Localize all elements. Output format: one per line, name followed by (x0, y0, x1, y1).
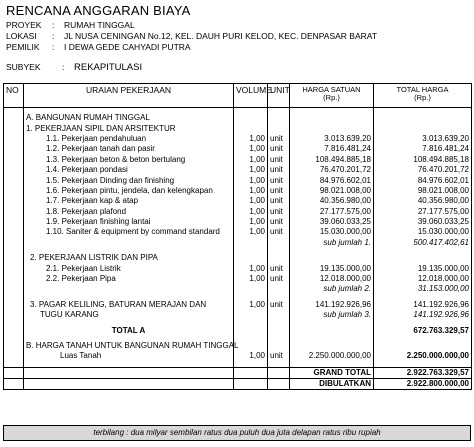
subyek-line: SUBYEK : REKAPITULASI (6, 62, 143, 73)
item-volume: 1,00 (234, 217, 268, 227)
item-unit: unit (268, 165, 290, 175)
item-volume: 1,00 (234, 207, 268, 217)
item-volume: 1,00 (234, 351, 268, 361)
item-unit: unit (268, 175, 290, 185)
subtotal-label: sub jumlah 2. (290, 284, 374, 294)
item-harga-satuan: 15.030.000,00 (290, 227, 374, 237)
meta-value: JL NUSA CENINGAN No.12, KEL. DAUH PURI KELOD, KEC. DENPASAR BARAT (64, 31, 378, 41)
item-total-harga: 12.018.000,00 (374, 274, 472, 284)
item-unit: unit (268, 263, 290, 273)
section-2-label: 2. PEKERJAAN LISTRIK DAN PIPA (24, 253, 234, 263)
subtotal-value: 500.417.402,61 (374, 238, 472, 248)
meta-pemilik: PEMILIK : I DEWA GEDE CAHYADI PUTRA (6, 42, 191, 52)
item-volume: 1,00 (234, 274, 268, 284)
terbilang-box: terbilang : dua milyar sembilan ratus dua puluh dua juta delapan ratus ribu rupiah (3, 425, 471, 441)
item-label: 1.7. Pekerjaan kap & atap (24, 196, 234, 206)
budget-table (3, 83, 472, 390)
table-row (4, 165, 472, 175)
item-total-harga: 19.135.000,00 (374, 263, 472, 273)
meta-key: PROYEK (6, 20, 42, 30)
item-total-harga: 76.470.201,72 (374, 165, 472, 175)
meta-lokasi: LOKASI : JL NUSA CENINGAN No.12, KEL. DAUH PURI KELOD, KEC. DENPASAR BARAT (6, 31, 378, 41)
item-harga-satuan: 141.192.926,96 (290, 300, 374, 310)
item-total-harga: 40.356.980,00 (374, 196, 472, 206)
item-unit: unit (268, 300, 290, 310)
item-total-harga: 15.030.000,00 (374, 227, 472, 237)
table-row (4, 175, 472, 185)
subtotal-label: sub jumlah 1. (290, 238, 374, 248)
subtotal-value: 141.192.926,96 (374, 310, 472, 320)
item-volume: 1,00 (234, 155, 268, 165)
section-3-label-line2: TUGU KARANG (24, 310, 234, 320)
document-title: RENCANA ANGGARAN BIAYA (6, 3, 191, 18)
table-row (4, 253, 472, 263)
dibulatkan-label: DIBULATKAN (290, 378, 374, 389)
item-label: 1.4. Pekerjaan pondasi (24, 165, 234, 175)
item-label: 1.8. Pekerjaan plafond (24, 207, 234, 217)
total-a-row (4, 325, 472, 335)
item-harga-satuan: 19.135.000,00 (290, 263, 374, 273)
item-volume: 1,00 (234, 227, 268, 237)
header-volume: VOLUME (234, 84, 268, 108)
table-row (4, 274, 472, 284)
table-row (4, 263, 472, 273)
item-harga-satuan: 98.021.008,00 (290, 186, 374, 196)
header-total-harga: TOTAL HARGA (Rp.) (374, 84, 472, 108)
subtotal-row (4, 284, 472, 294)
meta-proyek: PROYEK : RUMAH TINGGAL (6, 20, 135, 30)
item-volume: 1,00 (234, 144, 268, 154)
item-label: 1.1. Pekerjaan pendahuluan (24, 134, 234, 144)
luas-tanah-label: Luas Tanah (24, 351, 234, 361)
item-volume: 1,00 (234, 300, 268, 310)
item-volume: 1,00 (234, 175, 268, 185)
item-harga-satuan: 2.250.000.000,00 (290, 351, 374, 361)
item-label: 1.10. Saniter & equipment by command standard (24, 227, 234, 237)
table-row (4, 196, 472, 206)
dibulatkan-value: 2.922.800.000,00 (374, 378, 472, 389)
meta-value: RUMAH TINGGAL (64, 20, 135, 30)
item-volume: 1,00 (234, 134, 268, 144)
grand-total-label: GRAND TOTAL (290, 367, 374, 378)
table-row (4, 207, 472, 217)
table-row (4, 144, 472, 154)
table-row (4, 351, 472, 361)
table-row (4, 310, 472, 320)
total-a-label: TOTAL A (24, 325, 234, 335)
item-volume: 1,00 (234, 165, 268, 175)
item-volume: 1,00 (234, 263, 268, 273)
section-3-label-line1: 3. PAGAR KELILING, BATURAN MERAJAN DAN (24, 300, 234, 310)
section-b-label: B. HARGA TANAH UNTUK BANGUNAN RUMAH TINGGAL (24, 341, 234, 351)
item-total-harga: 39.060.033,25 (374, 217, 472, 227)
dibulatkan-row (4, 378, 472, 389)
table-row (4, 123, 472, 133)
header-no: NO (4, 84, 24, 108)
subtotal-label: sub jumlah 3. (290, 310, 374, 320)
section-1-label: 1. PEKERJAAN SIPIL DAN ARSITEKTUR (24, 123, 234, 133)
item-unit: unit (268, 186, 290, 196)
grand-total-value: 2.922.763.329,57 (374, 367, 472, 378)
item-total-harga: 2.250.000.000,00 (374, 351, 472, 361)
item-unit: unit (268, 351, 290, 361)
item-total-harga: 27.177.575,00 (374, 207, 472, 217)
table-row (4, 217, 472, 227)
item-label: 1.3. Pekerjaan beton & beton bertulang (24, 155, 234, 165)
item-volume: 1,00 (234, 196, 268, 206)
item-label: 1.2. Pekerjaan tanah dan pasir (24, 144, 234, 154)
item-unit: unit (268, 155, 290, 165)
subyek-key: SUBYEK (6, 62, 41, 72)
item-harga-satuan: 40.356.980,00 (290, 196, 374, 206)
item-unit: unit (268, 196, 290, 206)
table-row (4, 134, 472, 144)
table-row (4, 227, 472, 237)
item-unit: unit (268, 227, 290, 237)
item-total-harga: 3.013.639,20 (374, 134, 472, 144)
item-label: 2.2. Pekerjaan Pipa (24, 274, 234, 284)
table-row (4, 113, 472, 123)
header-unit: UNIT (268, 84, 290, 108)
item-unit: unit (268, 144, 290, 154)
item-unit: unit (268, 274, 290, 284)
item-label: 1.5. Pekerjaan Dinding dan finishing (24, 175, 234, 185)
subyek-value: REKAPITULASI (74, 62, 143, 73)
item-unit: unit (268, 207, 290, 217)
item-harga-satuan: 7.816.481,24 (290, 144, 374, 154)
item-unit: unit (268, 134, 290, 144)
header-uraian: URAIAN PEKERJAAN (24, 84, 234, 108)
item-harga-satuan: 39.060.033,25 (290, 217, 374, 227)
total-a-value: 672.763.329,57 (374, 325, 472, 335)
item-label: 1.6. Pekerjaan pintu, jendela, dan kelengkapan (24, 186, 234, 196)
item-harga-satuan: 27.177.575,00 (290, 207, 374, 217)
item-total-harga: 108.494.885,18 (374, 155, 472, 165)
section-a-label: A. BANGUNAN RUMAH TINGGAL (24, 113, 234, 123)
item-harga-satuan: 76.470.201,72 (290, 165, 374, 175)
table-row (4, 341, 472, 351)
subtotal-row (4, 238, 472, 248)
item-harga-satuan: 3.013.639,20 (290, 134, 374, 144)
item-total-harga: 7.816.481,24 (374, 144, 472, 154)
item-label: 1.9. Pekerjaan finishing lantai (24, 217, 234, 227)
meta-value: I DEWA GEDE CAHYADI PUTRA (64, 42, 191, 52)
item-harga-satuan: 12.018.000,00 (290, 274, 374, 284)
item-label: 2.1. Pekerjaan Listrik (24, 263, 234, 273)
item-total-harga: 141.192.926,96 (374, 300, 472, 310)
item-harga-satuan: 108.494.885,18 (290, 155, 374, 165)
meta-key: LOKASI (6, 31, 37, 41)
table-row (4, 300, 472, 310)
item-total-harga: 84.976.602,01 (374, 175, 472, 185)
meta-key: PEMILIK (6, 42, 40, 52)
table-row (4, 155, 472, 165)
table-row (4, 186, 472, 196)
grand-total-row (4, 367, 472, 378)
header-harga-satuan: HARGA SATUAN (Rp.) (290, 84, 374, 108)
item-volume: 1,00 (234, 186, 268, 196)
subtotal-value: 31.153.000,00 (374, 284, 472, 294)
item-total-harga: 98.021.008,00 (374, 186, 472, 196)
item-harga-satuan: 84.976.602,01 (290, 175, 374, 185)
item-unit: unit (268, 217, 290, 227)
